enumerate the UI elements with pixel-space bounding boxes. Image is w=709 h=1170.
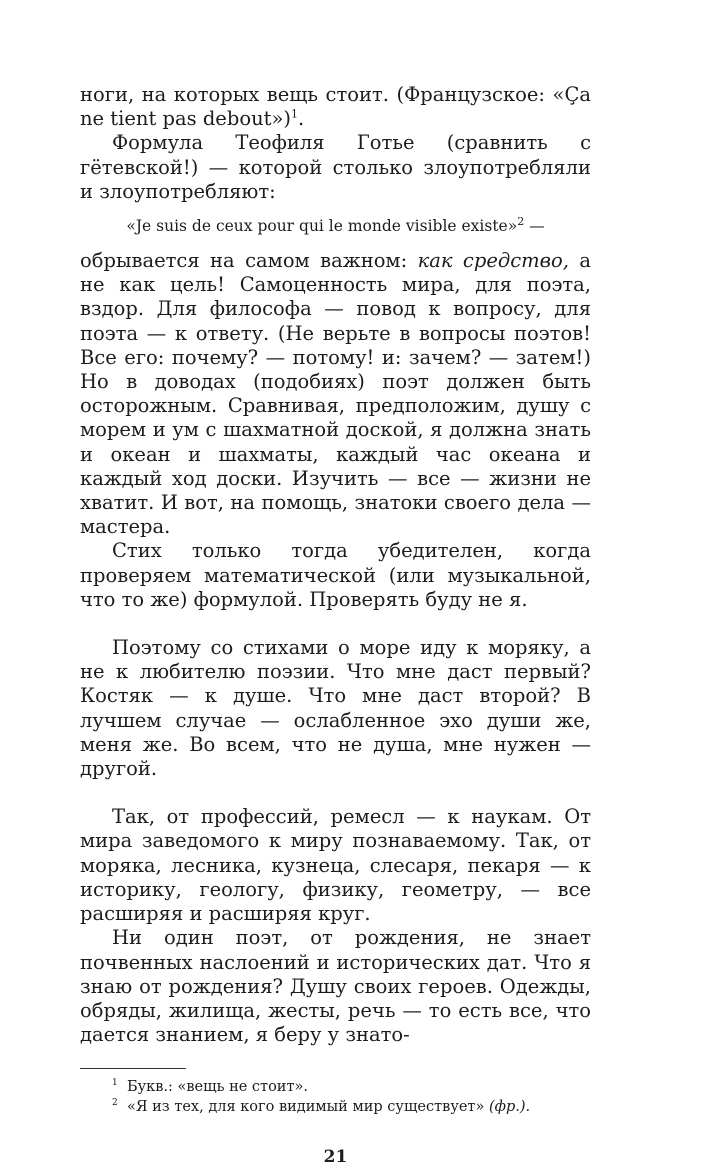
footnote-1: $^1$ Букв.: «вещь не стоит». — [112, 1078, 308, 1096]
footnote-ref-2: 2 — [517, 214, 525, 228]
paragraph-verse-formula: Стих только тогда убедителен, когда проверяем математической (или музыкальной, что то же) формулой. Проверять буду не я. — [80, 539, 591, 611]
french-quote: «Je suis de ceux pour qui le monde visible existe»$^2$ — — [126, 214, 545, 236]
footnote-divider — [80, 1068, 186, 1069]
book-page — [80, 83, 591, 1170]
paragraph-poet-birth: Ни один поэт, от рождения, не знает почвенных наслоений и исторических дат. Что я знаю от рождения? Душу своих героев. Одежды, обряды, жилища, жесты, речь — то есть все, что дается знанием, я беру у знато- — [80, 926, 591, 1047]
paragraph-gautier-formula: Формула Теофиля Готье (сравнить с гётевской!) — которой столько злоупотребляли и злоупотребляют: — [80, 131, 591, 203]
paragraph-means-not-end: обрывается на самом важном: как средство, а не как цель! Самоценность мира, для поэта, вздор. Для философа — повод к вопросу, для поэта — к ответу. (Не верьте в вопросы поэтов! Все его: почему? — потому! и: зачем? — затем!) Но в доводах (подобиях) поэт должен быть осторожным. Сравнивая, предположим, душу с морем и ум с шахматной доской, я должна знать и океан и шахматы, каждый час океана и каждый ход доски. Изучить — все — жизни не хватит. И вот, на помощь, знатоки своего дела — мастера. — [80, 249, 591, 539]
page-number: 21 — [323, 1147, 348, 1168]
paragraph-continuation: ноги, на которых вещь стоит. (Французское: «Ça ne tient pas debout»)$^1$. — [80, 83, 591, 131]
footnote-ref-1: 1 — [291, 107, 298, 121]
section-gap — [80, 781, 591, 805]
section-gap — [80, 612, 591, 636]
footnote-2: $^2$ «Я из тех, для кого видимый мир существует» (фр.). — [112, 1098, 531, 1116]
paragraph-sailor: Поэтому со стихами о море иду к моряку, а не к любителю поэзии. Что мне даст первый? Костяк — к душе. Что мне даст второй? В лучшем случае — ослабленное эхо души же, меня же. Во всем, что не душа, мне нужен — другой. — [80, 636, 591, 781]
emphasis-kak-sredstvo: как средство, — [417, 249, 569, 273]
paragraph-professions: Так, от профессий, ремесл — к наукам. От мира заведомого к миру познаваемому. Так, от моряка, лесника, кузнеца, слесаря, пекаря — к историку, геологу, физику, геометру, — все расширяя и расширяя круг. — [80, 805, 591, 926]
